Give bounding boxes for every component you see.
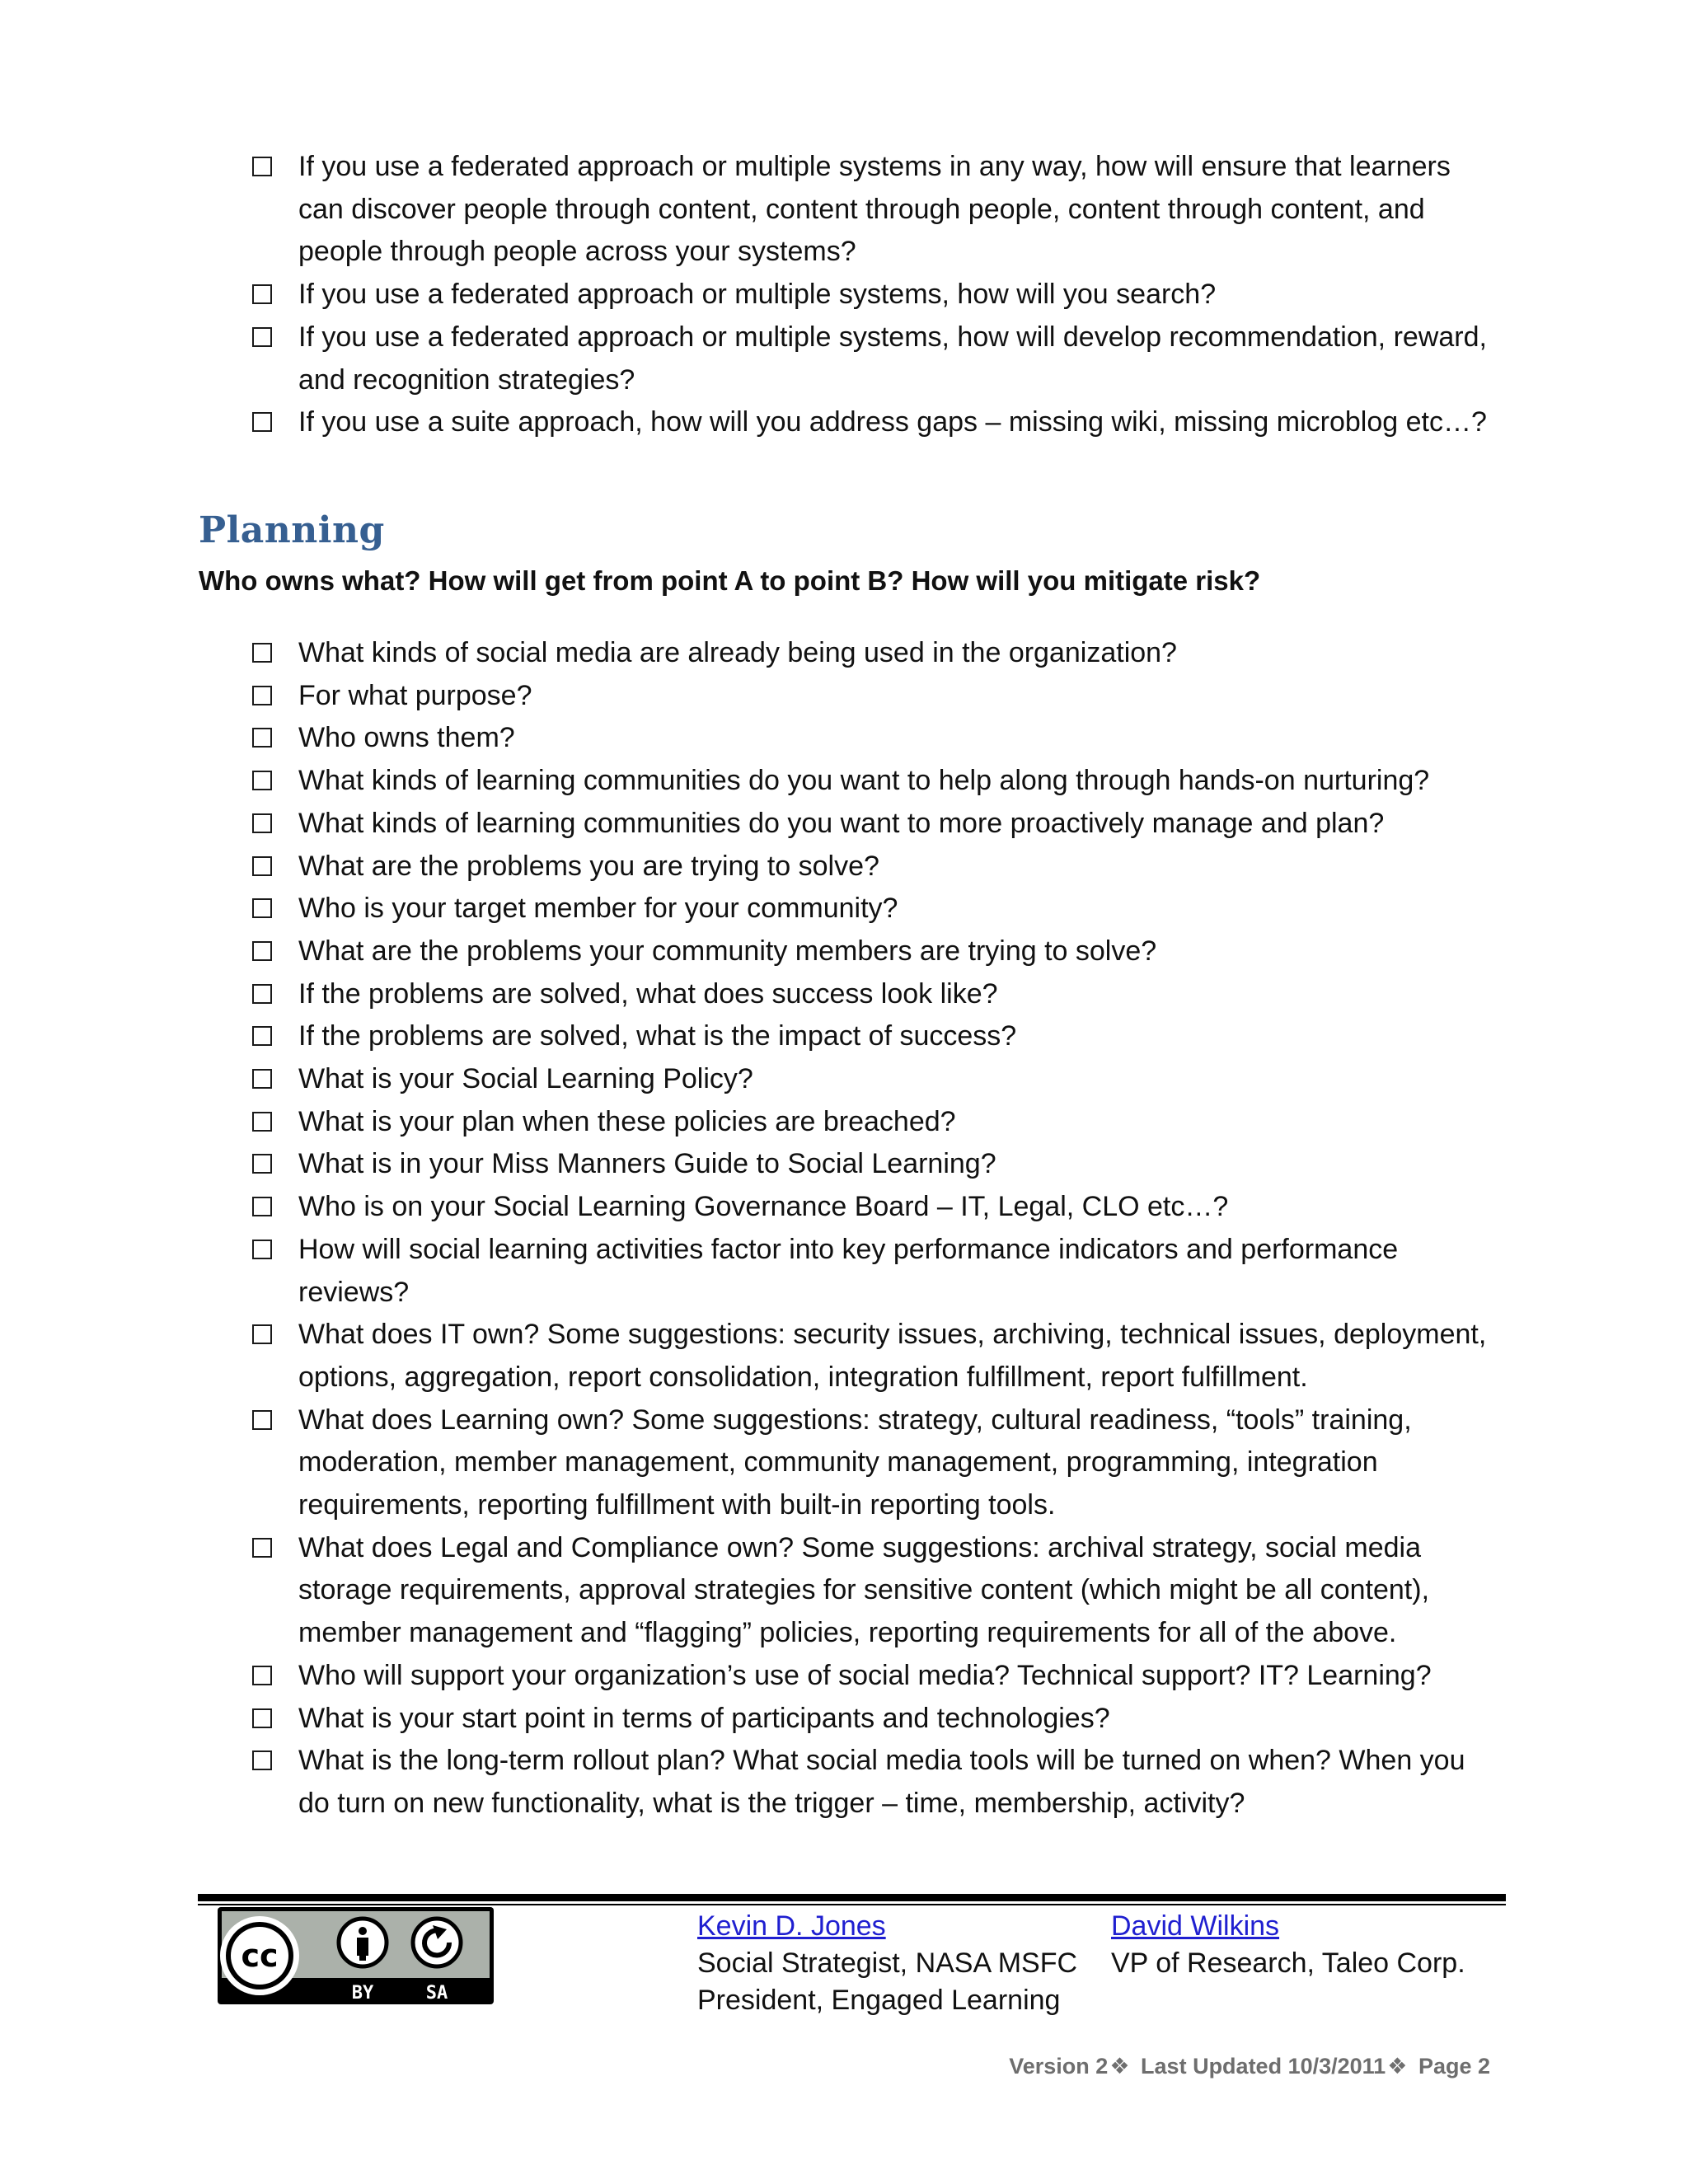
checklist-item-text: What is in your Miss Manners Guide to Social Learning? xyxy=(298,1148,996,1180)
checkbox-icon[interactable] xyxy=(252,1666,272,1685)
checklist-item xyxy=(247,1740,1500,1825)
separator-icon: ❖ xyxy=(1109,2054,1130,2079)
checkbox-icon[interactable] xyxy=(252,1154,272,1174)
checklist-item-text: If you use a suite approach, how will you address gaps – missing wiki, missing microblog etc…? xyxy=(298,406,1487,438)
checkbox-icon[interactable] xyxy=(252,771,272,790)
checkbox-icon[interactable] xyxy=(252,1026,272,1046)
checklist-item xyxy=(247,316,1500,401)
checklist-item xyxy=(247,1186,1500,1229)
version-label: Version 2 xyxy=(1009,2054,1109,2079)
checklist-item xyxy=(247,632,1500,675)
checklist-item xyxy=(247,1101,1500,1144)
checklist-item xyxy=(247,717,1500,760)
checklist-item-text: What are the problems your community members are trying to solve? xyxy=(298,935,1157,967)
checklist-item-text: Who is on your Social Learning Governance Board – IT, Legal, CLO etc…? xyxy=(298,1191,1229,1223)
checkbox-icon[interactable] xyxy=(252,984,272,1004)
federated-checklist xyxy=(247,146,1500,444)
checklist-item-text: If you use a federated approach or multiple systems, how will you search? xyxy=(298,279,1217,311)
checklist-item xyxy=(247,973,1500,1016)
last-updated-label: Last Updated 10/3/2011 xyxy=(1141,2054,1386,2079)
checkbox-icon[interactable] xyxy=(252,856,272,876)
checkbox-icon[interactable] xyxy=(252,898,272,918)
checkbox-icon[interactable] xyxy=(252,1240,272,1259)
version-footer xyxy=(1009,2054,1490,2079)
checkbox-icon[interactable] xyxy=(252,157,272,176)
checklist-item-text: For what purpose? xyxy=(298,679,532,711)
checklist-item xyxy=(247,1314,1500,1399)
checklist-item xyxy=(247,1527,1500,1655)
author-david-wilkins xyxy=(1111,1908,1465,1982)
checklist-item-text: What kinds of learning communities do you want to more proactively manage and plan? xyxy=(298,807,1385,839)
checklist-item-text: If you use a federated approach or multiple systems, how will develop recommendation, reward, and recognition strategies? xyxy=(298,321,1487,396)
checklist-item xyxy=(247,146,1500,274)
checkbox-icon[interactable] xyxy=(252,1410,272,1430)
checklist-item xyxy=(247,846,1500,888)
checkbox-icon[interactable] xyxy=(252,1538,272,1558)
checklist-item-text: What is the long-term rollout plan? What social media tools will be turned on when? When you do turn on new functionality, what is the trigger – time, membership, activity? xyxy=(298,1745,1465,1819)
checkbox-icon[interactable] xyxy=(252,1708,272,1728)
checklist-item-text: What kinds of learning communities do you want to help along through hands-on nurturing? xyxy=(298,765,1430,797)
checkbox-icon[interactable] xyxy=(252,1750,272,1770)
checkbox-icon[interactable] xyxy=(252,728,272,748)
checklist-item-text: What kinds of social media are already being used in the organization? xyxy=(298,637,1177,668)
checklist-item-text: What does Legal and Compliance own? Some suggestions: archival strategy, social media storage requirements, approval strategies for sensitive content (which might be all content), member management and “flagging” policies, reporting requirements for all of the above. xyxy=(298,1531,1430,1649)
cc-sa-label: SA xyxy=(425,1983,448,2004)
section-heading-planning: Planning xyxy=(199,509,385,551)
author-title: VP of Research, Taleo Corp. xyxy=(1111,1947,1465,1979)
checkbox-icon[interactable] xyxy=(252,284,272,304)
section-subheading: Who owns what? How will get from point A to point B? How will you mitigate risk? xyxy=(199,565,1261,596)
checklist-item xyxy=(247,888,1500,930)
checklist-item-text: What is your Social Learning Policy? xyxy=(298,1063,753,1095)
author-link[interactable]: David Wilkins xyxy=(1111,1910,1280,1942)
checklist-item-text: What does Learning own? Some suggestions: strategy, cultural readiness, “tools” training, moderation, member management, community management, programming, integration requirements, reporting fulfillment with built-in reporting tools. xyxy=(298,1404,1412,1521)
cc-by-sa-icon xyxy=(217,1906,495,2005)
checklist-item xyxy=(247,1399,1500,1527)
checklist-item xyxy=(247,803,1500,846)
page-number: Page 2 xyxy=(1418,2054,1490,2079)
checkbox-icon[interactable] xyxy=(252,643,272,663)
checkbox-icon[interactable] xyxy=(252,1197,272,1216)
checkbox-icon[interactable] xyxy=(252,1069,272,1089)
checklist-item-text: How will social learning activities factor into key performance indicators and performance reviews? xyxy=(298,1233,1399,1308)
checkbox-icon[interactable] xyxy=(252,412,272,432)
author-link[interactable]: Kevin D. Jones xyxy=(697,1910,886,1942)
checklist-item-text: What are the problems you are trying to solve? xyxy=(298,850,879,882)
checklist-item-text: Who is your target member for your community? xyxy=(298,893,898,925)
checklist-item xyxy=(247,1698,1500,1741)
checkbox-icon[interactable] xyxy=(252,813,272,833)
checklist-item xyxy=(247,1655,1500,1698)
checklist-item xyxy=(247,760,1500,803)
author-title: Social Strategist, NASA MSFC xyxy=(697,1947,1078,1979)
checkbox-icon[interactable] xyxy=(252,1112,272,1132)
checkbox-icon[interactable] xyxy=(252,327,272,347)
checklist-item-text: If the problems are solved, what does success look like? xyxy=(298,977,998,1010)
checklist-item-text: What does IT own? Some suggestions: security issues, archiving, technical issues, deployment, options, aggregation, report consolidation, integration fulfillment, report fulfillment. xyxy=(298,1319,1487,1393)
checkbox-icon[interactable] xyxy=(252,1324,272,1344)
checklist-item-text: What is your start point in terms of participants and technologies? xyxy=(298,1702,1110,1734)
checklist-item xyxy=(247,1143,1500,1186)
svg-text:cc: cc xyxy=(241,1938,279,1974)
separator-icon: ❖ xyxy=(1387,2054,1408,2079)
checklist-item-text: Who will support your organization’s use of social media? Technical support? IT? Learning? xyxy=(298,1659,1432,1691)
checklist-item xyxy=(247,274,1500,316)
footer-divider-thin xyxy=(198,1904,1506,1905)
checkbox-icon[interactable] xyxy=(252,941,272,961)
checklist-item-text: What is your plan when these policies are breached? xyxy=(298,1105,956,1137)
checklist-item-text: If you use a federated approach or multiple systems in any way, how will ensure that learners can discover people through content, content through people, content through content, and people through people across your systems? xyxy=(298,151,1451,268)
checklist-item xyxy=(247,1058,1500,1101)
checklist-item-text: If the problems are solved, what is the impact of success? xyxy=(298,1020,1017,1052)
checklist-item xyxy=(247,930,1500,973)
checkbox-icon[interactable] xyxy=(252,686,272,705)
author-kevin-jones xyxy=(697,1908,1077,2019)
author-title: President, Engaged Learning xyxy=(697,1985,1061,2016)
checklist-item-text: Who owns them? xyxy=(298,722,515,754)
cc-by-label: BY xyxy=(351,1983,374,2004)
checklist-item xyxy=(247,401,1500,444)
footer-divider xyxy=(198,1894,1506,1901)
checklist-item xyxy=(247,1015,1500,1058)
checklist-item xyxy=(247,1229,1500,1314)
planning-checklist xyxy=(247,632,1500,1825)
checklist-item xyxy=(247,675,1500,718)
